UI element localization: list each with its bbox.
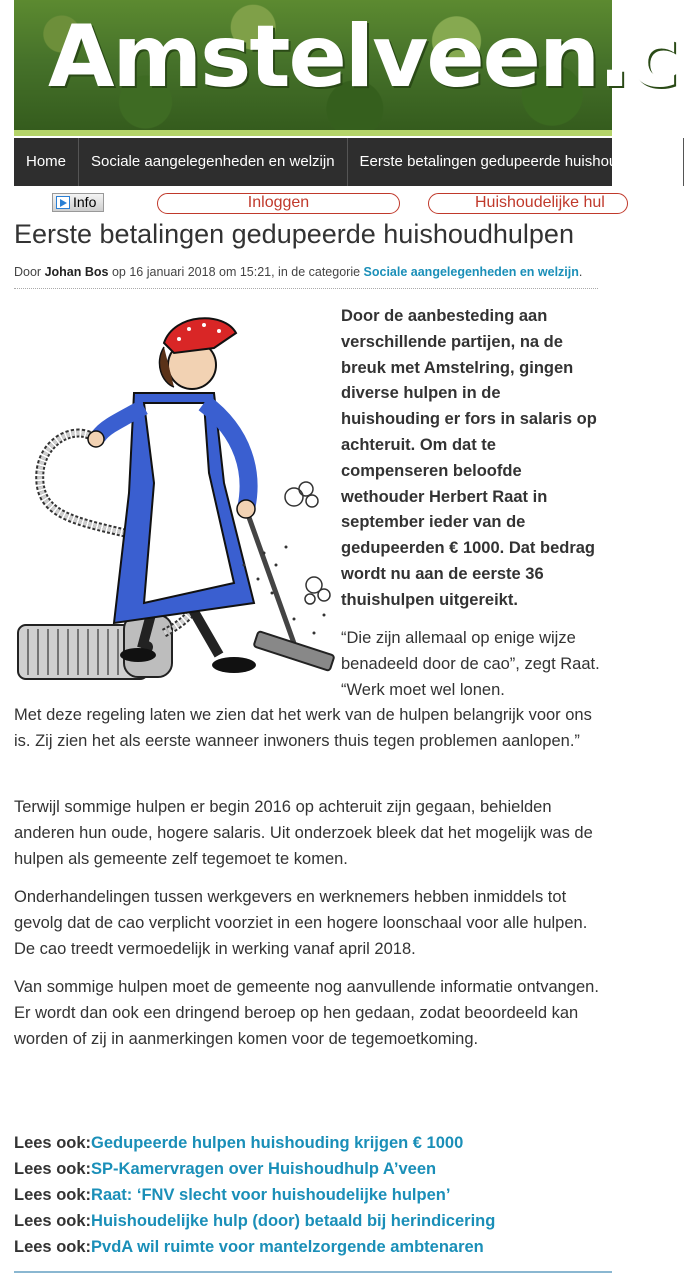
nav-category[interactable]: Sociale aangelegenheden en welzijn (79, 138, 348, 186)
related-link[interactable]: Gedupeerde hulpen huishouding krijgen € 1000 (91, 1134, 464, 1152)
related-item (14, 1234, 612, 1260)
info-label: Info (73, 194, 97, 210)
article-lead: Door de aanbesteding aan verschillende partijen, na de breuk met Amstelring, gingen diverse hulpen in de huishouding er fors in salaris op achteruit. Om dat te compenseren beloofde wethouder Herbert Raat in september ieder van de gedupeerden € 1000. Dat bedrag wordt nu aan de eerste 36 thuishulpen uitgereikt. (341, 307, 597, 609)
paragraph-3: Van sommige hulpen moet de gemeente nog aanvullende informatie ontvangen. Er wordt dan ook een dringend beroep op hen gedaan, zodat beoordeeld kan worden of zij in aanmerkingen komen voor de tegemoetkoming. (14, 978, 599, 1048)
play-icon (56, 196, 70, 209)
utility-bar (0, 191, 612, 217)
related-prefix: Lees ook: (14, 1134, 92, 1152)
related-link[interactable]: PvdA wil ruimte voor mantelzorgende ambtenaren (91, 1238, 484, 1256)
nav-home[interactable]: Home (14, 138, 79, 186)
related-prefix: Lees ook: (14, 1212, 92, 1230)
byline-prefix: Door (14, 265, 45, 279)
paragraph-2: Onderhandelingen tussen werkgevers en werknemers hebben inmiddels tot gevolg dat de cao verplicht voorziet in een hogere loonschaal voor alle hulpen. De cao treedt vermoedelijk in werking vanaf april 2018. (14, 888, 588, 958)
related-link[interactable]: SP-Kamervragen over Huishoudhulp A’veen (91, 1160, 437, 1178)
nav-current-article[interactable]: Eerste betalingen gedupeerde huishoudhulpen (348, 138, 684, 186)
byline-author[interactable]: Johan Bos (44, 265, 109, 279)
main-nav (14, 138, 671, 186)
related-prefix: Lees ook: (14, 1160, 92, 1178)
related-item (14, 1208, 612, 1234)
byline (14, 265, 582, 279)
related-link[interactable]: Huishoudelijke hulp (door) betaald bij herindicering (91, 1212, 496, 1230)
related-link[interactable]: Raat: ‘FNV slecht voor huishoudelijke hulpen’ (91, 1186, 451, 1204)
login-button[interactable]: Inloggen (157, 193, 400, 214)
cleaning-lady-illustration (14, 303, 334, 695)
article-title: Eerste betalingen gedupeerde huishoudhulpen (14, 219, 574, 249)
related-item (14, 1156, 612, 1182)
divider (14, 288, 598, 289)
related-prefix: Lees ook: (14, 1238, 92, 1256)
related-prefix: Lees ook: (14, 1186, 92, 1204)
byline-middle: op 16 januari 2018 om 15:21, in de categorie (108, 265, 364, 279)
byline-category-link[interactable]: Sociale aangelegenheden en welzijn (363, 265, 579, 279)
info-button[interactable] (52, 193, 104, 212)
banner-stripe (14, 130, 612, 136)
related-articles (14, 1130, 612, 1260)
site-logo-text: Amstelveen.c (48, 7, 678, 107)
quote-part-1: “Die zijn allemaal op enige wijze benadeeld door de cao”, zegt Raat. “Werk moet wel lonen. (341, 629, 600, 699)
paragraph-1: Terwijl sommige hulpen er begin 2016 op achteruit zijn gegaan, behielden anderen hun oude, hogere salaris. Uit onderzoek bleek dat het mogelijk was de hulpen als gemeente zelf tegemoet te komen. (14, 798, 593, 868)
byline-suffix: . (578, 265, 583, 279)
related-item (14, 1130, 612, 1156)
footer-border (14, 1271, 612, 1275)
site-banner[interactable] (14, 0, 678, 136)
category-button[interactable]: Huishoudelijke hul (428, 193, 628, 214)
quote-part-2: Met deze regeling laten we zien dat het werk van de hulpen belangrijk voor ons is. Zij zien het als eerste wanneer inwoners thuis tegen problemen aanlopen.” (14, 706, 592, 750)
related-item (14, 1182, 612, 1208)
